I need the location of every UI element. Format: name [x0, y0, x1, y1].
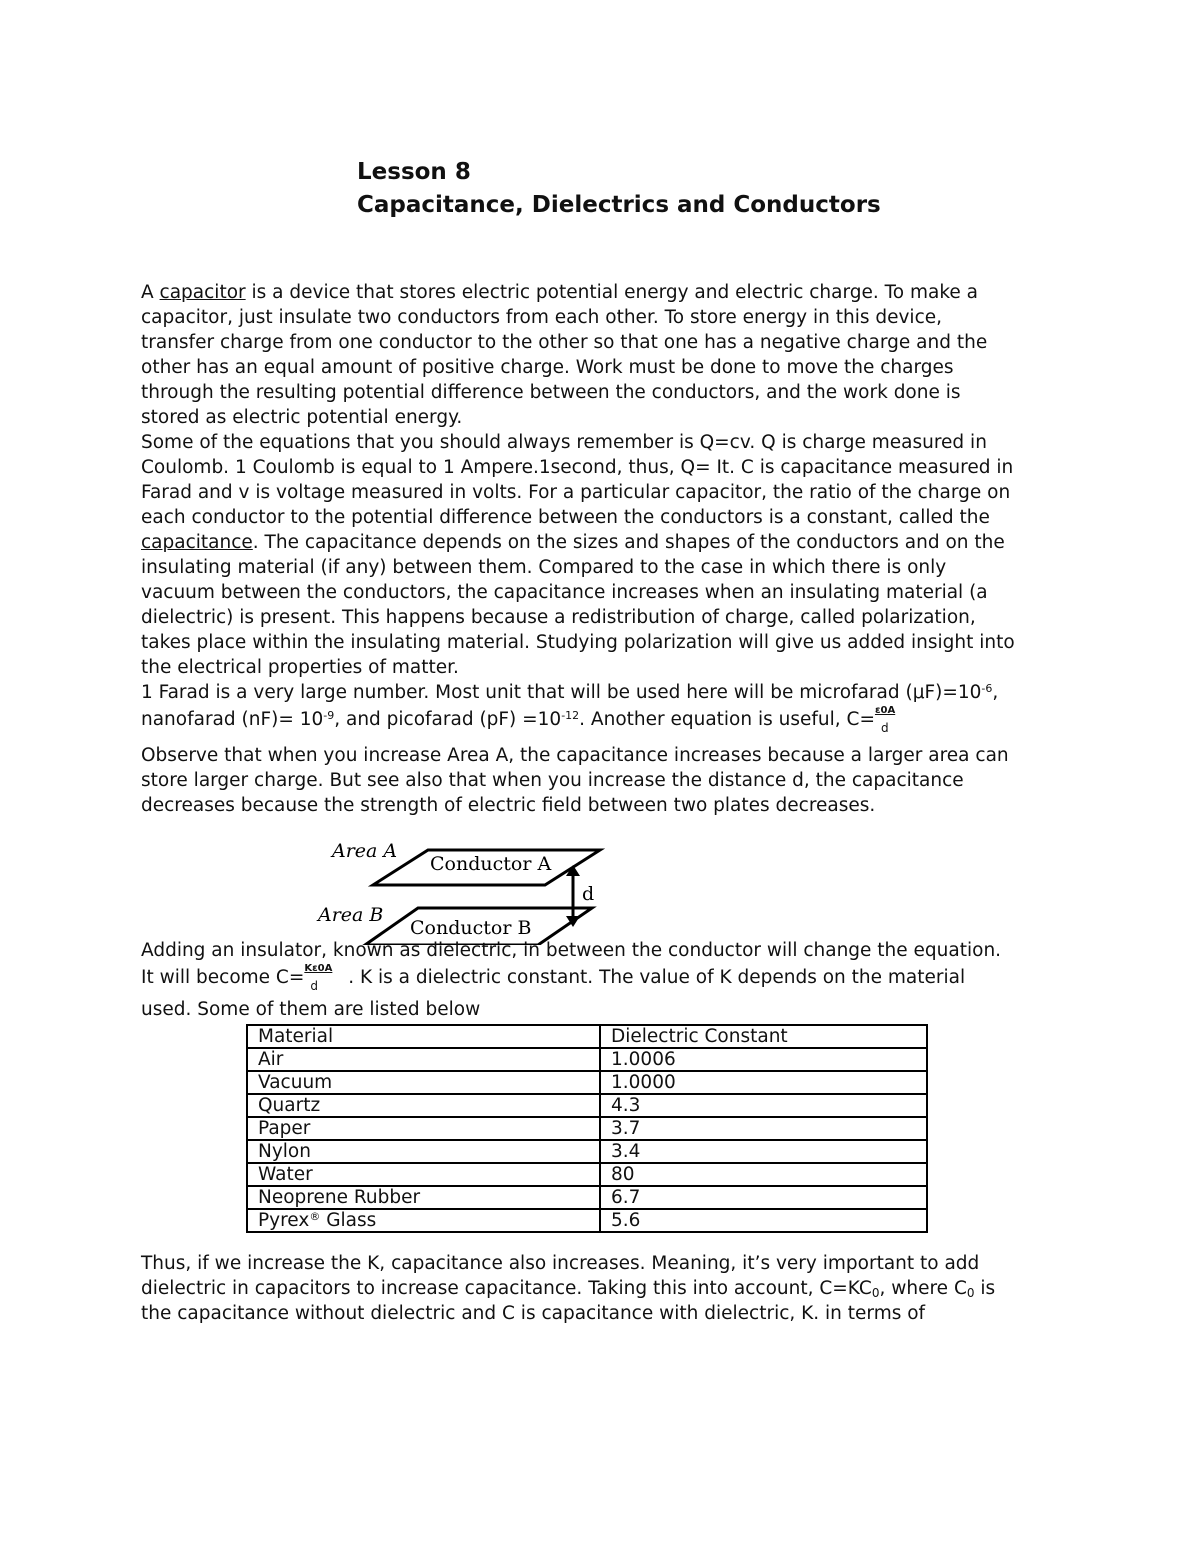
- dielectric-constant-table: [246, 1024, 928, 1233]
- text-line: stored as electric potential energy.: [141, 407, 463, 428]
- distance-label: d: [582, 883, 595, 905]
- text-span: nanofarad (nF)= 10: [141, 709, 324, 730]
- text-line: dielectric) is present. This happens because a redistribution of charge, called polarization,: [141, 607, 976, 628]
- dielectric-equation-fraction: [304, 963, 342, 993]
- intro-paragraph: [141, 280, 1071, 735]
- text-line: store larger charge. But see also that when you increase the distance d, the capacitance: [141, 770, 964, 791]
- text-line: each conductor to the potential difference between the conductors is a constant, called the: [141, 507, 990, 528]
- exponent: -9: [323, 709, 335, 722]
- material-name: Pyrex: [258, 1210, 310, 1231]
- constant-cell: 3.7: [600, 1117, 927, 1140]
- material-cell: Quartz: [247, 1094, 600, 1117]
- material-cell: [247, 1209, 600, 1232]
- table-row: [247, 1117, 927, 1140]
- conductor-b-label: Conductor B: [410, 917, 532, 939]
- subscript: 0: [966, 1286, 975, 1300]
- table-row: [247, 1163, 927, 1186]
- text-line: the capacitance without dielectric and C is capacitance with dielectric, K. in terms of: [141, 1303, 926, 1324]
- text-line: [141, 705, 1071, 735]
- table-row: [247, 1209, 927, 1232]
- text-line: Some of the equations that you should always remember is Q=cv. Q is charge measured in: [141, 432, 987, 453]
- registered-mark: ®: [309, 1210, 321, 1223]
- table-row: [247, 1094, 927, 1117]
- text-span: A: [141, 282, 160, 303]
- text-span: 1 Farad is a very large number. Most unit that will be used here will be microfarad (μF)=10: [141, 682, 982, 703]
- table-header-cell: Dielectric Constant: [600, 1025, 927, 1048]
- material-cell: Vacuum: [247, 1071, 600, 1094]
- table-header-row: [247, 1025, 927, 1048]
- material-suffix: Glass: [320, 1210, 377, 1231]
- text-span: is: [974, 1278, 996, 1299]
- text-line: capacitor, just insulate two conductors from each other. To store energy in this device,: [141, 307, 943, 328]
- lesson-number-title: Lesson 8: [357, 159, 471, 185]
- text-span: , where C: [879, 1278, 967, 1299]
- material-cell: Water: [247, 1163, 600, 1186]
- material-cell: Paper: [247, 1117, 600, 1140]
- constant-cell: 6.7: [600, 1186, 927, 1209]
- text-line: insulating material (if any) between them. Compared to the case in which there is only: [141, 557, 947, 578]
- text-span: is a device that stores electric potential energy and electric charge. To make a: [245, 282, 979, 303]
- text-line: takes place within the insulating material. Studying polarization will give us added insight into: [141, 632, 1015, 653]
- material-cell: Nylon: [247, 1140, 600, 1163]
- subscript: 0: [871, 1286, 880, 1300]
- text-line: vacuum between the conductors, the capacitance increases when an insulating material (a: [141, 582, 988, 603]
- text-span: It will become C=: [141, 967, 305, 988]
- text-line: [141, 680, 1071, 705]
- fraction-denominator: d: [310, 979, 318, 993]
- text-line: the electrical properties of matter.: [141, 657, 459, 678]
- text-line: through the resulting potential difference between the conductors, and the work done is: [141, 382, 961, 403]
- text-span: , and picofarad (pF) =10: [334, 709, 562, 730]
- constant-cell: 1.0006: [600, 1048, 927, 1071]
- lesson-subtitle: Capacitance, Dielectrics and Conductors: [357, 192, 881, 218]
- text-line: other has an equal amount of positive charge. Work must be done to move the charges: [141, 357, 954, 378]
- text-line: transfer charge from one conductor to the other so that one has a negative charge and the: [141, 332, 988, 353]
- text-line: Observe that when you increase Area A, the capacitance increases because a larger area can: [141, 745, 1009, 766]
- text-line: [141, 963, 1071, 993]
- capacitor-link[interactable]: capacitor: [159, 282, 246, 303]
- text-line: Coulomb. 1 Coulomb is equal to 1 Ampere.1second, thus, Q= It. C is capacitance measured in: [141, 457, 1014, 478]
- observe-paragraph: [141, 743, 1071, 818]
- table-row: [247, 1071, 927, 1094]
- text-line: [141, 1276, 1071, 1301]
- fraction-denominator: d: [880, 721, 889, 735]
- table-header-cell: Material: [247, 1025, 600, 1048]
- parallel-plate-capacitor-diagram: [300, 830, 620, 945]
- text-span: ,: [992, 682, 999, 703]
- fraction-numerator: Kɛ0A: [304, 963, 333, 974]
- text-line: [141, 530, 1071, 555]
- table-row: [247, 1140, 927, 1163]
- area-b-label: Area B: [318, 904, 384, 926]
- table-row: [247, 1048, 927, 1071]
- conclusion-paragraph: [141, 1251, 1071, 1326]
- area-a-label: Area A: [332, 840, 398, 862]
- text-line: Adding an insulator, known as dielectric, in between the conductor will change the equation.: [141, 940, 1002, 961]
- constant-cell: 3.4: [600, 1140, 927, 1163]
- constant-cell: 5.6: [600, 1209, 927, 1232]
- exponent: -12: [561, 709, 580, 722]
- conductor-a-label: Conductor A: [430, 853, 552, 875]
- exponent: -6: [981, 682, 993, 695]
- text-line: Thus, if we increase the K, capacitance also increases. Meaning, it’s very important to add: [141, 1253, 980, 1274]
- material-cell: Air: [247, 1048, 600, 1071]
- capacitance-link[interactable]: capacitance: [141, 532, 253, 553]
- text-span: dielectric in capacitors to increase capacitance. Taking this into account, C=KC: [141, 1278, 872, 1299]
- text-line: Farad and v is voltage measured in volts. For a particular capacitor, the ratio of the charge on: [141, 482, 1011, 503]
- text-line: [141, 280, 1071, 305]
- text-span: . The capacitance depends on the sizes and shapes of the conductors and on the: [252, 532, 1005, 553]
- capacitance-equation-fraction: [874, 705, 905, 735]
- text-span: . Another equation is useful, C=: [579, 709, 875, 730]
- constant-cell: 4.3: [600, 1094, 927, 1117]
- text-line: used. Some of them are listed below: [141, 999, 481, 1020]
- table-row: [247, 1186, 927, 1209]
- fraction-numerator: ɛ0A: [874, 705, 896, 716]
- material-cell: Neoprene Rubber: [247, 1186, 600, 1209]
- dielectric-paragraph: [141, 938, 1071, 1022]
- text-span: . K is a dielectric constant. The value of K depends on the material: [342, 967, 966, 988]
- text-line: decreases because the strength of electric field between two plates decreases.: [141, 795, 876, 816]
- constant-cell: 80: [600, 1163, 927, 1186]
- constant-cell: 1.0000: [600, 1071, 927, 1094]
